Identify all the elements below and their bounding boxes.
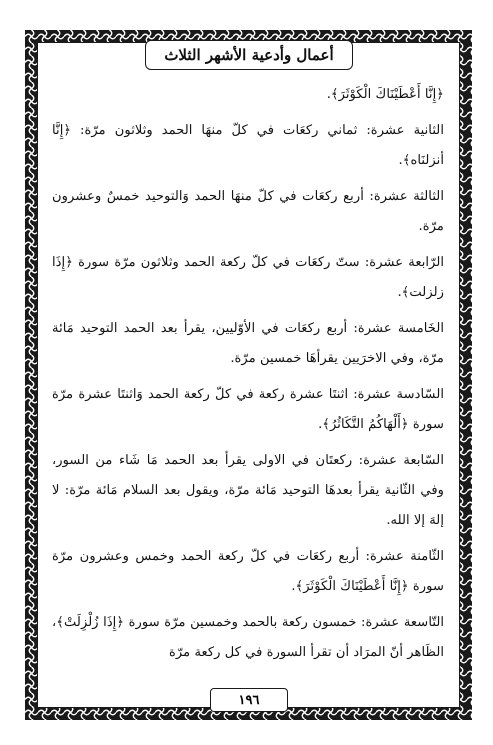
- paragraph-sixteenth: السّادسة عشرة: اثنتَا عشرة ركعة في كلّ ركعة الحمد وَاثنتَا عشرة مرّة سورة ﴿أَلْهَاكُمُ التَّكَاثُرُ﴾.: [52, 387, 444, 432]
- page-number: ١٩٦: [210, 688, 288, 712]
- paragraph-verse: ﴿إِنَّا أَعْطَيْنَاكَ الْكَوْثَرَ﴾.: [326, 87, 444, 102]
- header-title: أعمال وأدعية الأشهر الثلاث: [164, 46, 334, 64]
- paragraph-fifteenth: الخَامسة عشرة: أربع ركعَات في الأوّليين، يقرأ بعد الحمد التوحيد مَائة مرّة، وفي الاخرَيين يقرأهَا خمسين مرّة.: [52, 321, 444, 366]
- paragraph-nineteenth: التّاسعة عشرة: خمسون ركعة بالحمد وخمسين مرّة سورة ﴿إِذَا زُلْزِلَتْ﴾، الظَاهر أنّ المرَاد أن تقرأ السورة في كل ركعة مرّة: [52, 615, 444, 660]
- paragraph-twelfth: الثانية عشرة: ثماني ركعَات في كلّ منهَا الحمد وثلاثون مرّة: ﴿إِنَّا أنزلنَاه﴾.: [52, 123, 444, 168]
- paragraph-eighteenth: الثّامنة عشرة: أربع ركعَات في كلّ ركعة الحمد وخمس وعشرون مرّة سورة ﴿إِنَّا أَعْطَيْنَاكَ الْكَوْثَرَ﴾.: [52, 549, 444, 594]
- running-header: [145, 40, 353, 70]
- paragraph-fourteenth: الرّابعة عشرة: ستّ ركعَات في كلّ ركعة الحمد وثلاثون مرّة سورة ﴿إِذَا زلزلت﴾.: [52, 255, 444, 300]
- page-body: [52, 80, 444, 660]
- paragraph-thirteenth: الثالثة عشرة: أربع ركعَات في كلّ منهَا الحمد وَالتوحيد خمسٌ وعشرون مرّة.: [52, 189, 444, 234]
- paragraph-seventeenth: السّابعة عشرة: ركعتَان في الاولى يقرأ بعد الحمد مَا شَاء من السور، وفي الثّانية يقرأ بعدهَا التوحيد مَائة مرّة، ويقول بعد السلام مَائة مرّة: لا إلهَ إلا الله.: [52, 453, 444, 528]
